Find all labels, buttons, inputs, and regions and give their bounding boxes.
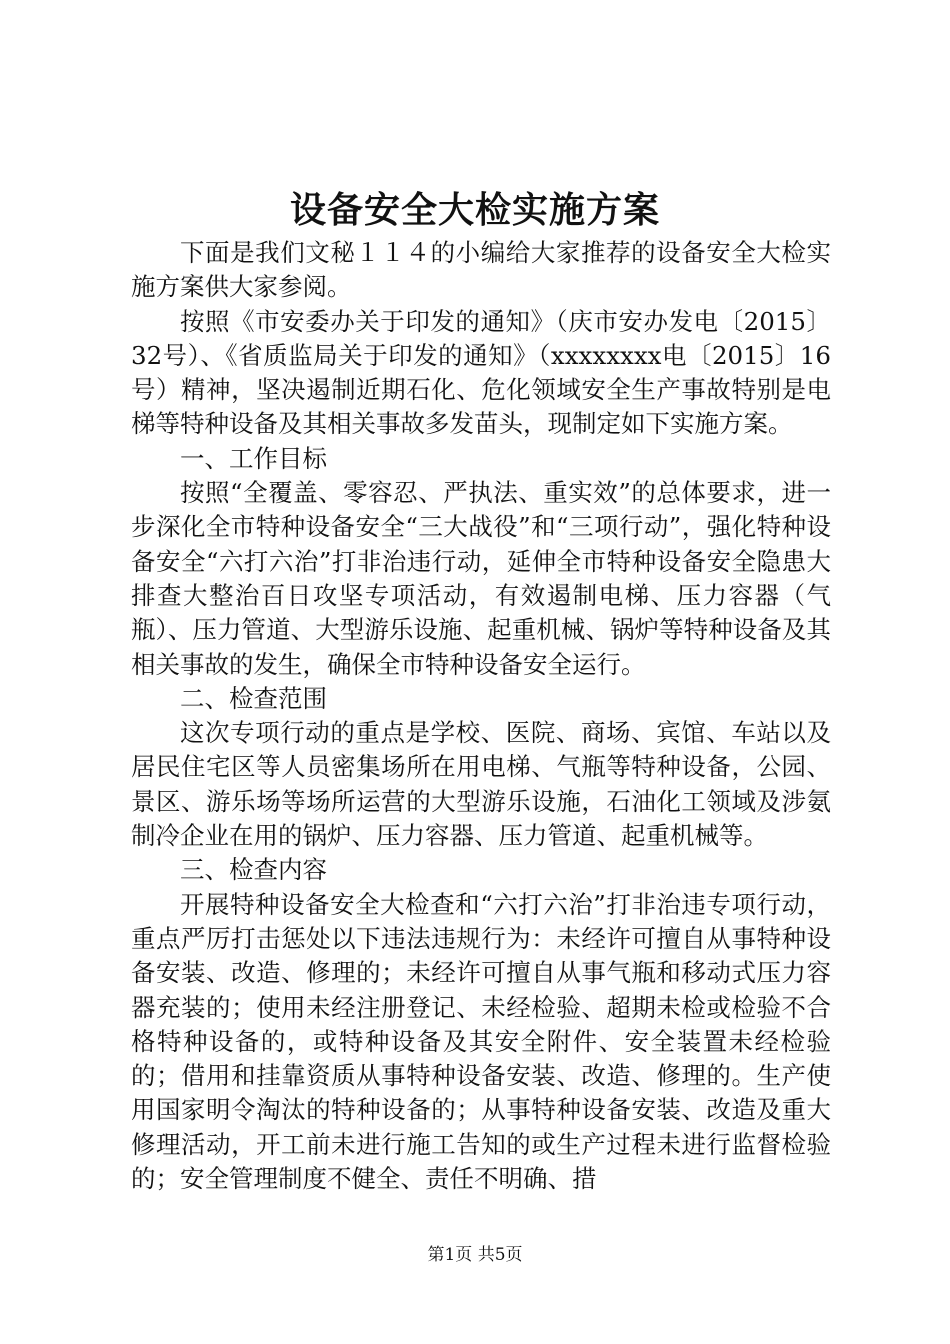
section-heading-content: 三、检查内容: [180, 855, 327, 885]
document-body: [131, 236, 831, 1196]
section-body-goals: 按照“全覆盖、零容忍、严执法、重实效”的总体要求，进一步深化全市特种设备安全“三大战役”和“三项行动”，强化特种设备安全“六打六治”打非治违行动，延伸全市特种设备安全隐患大排查大整治百日攻坚专项活动，有效遏制电梯、压力容器（气瓶）、压力管道、大型游乐设施、起重机械、锅炉等特种设备及其相关事故的发生，确保全市特种设备安全运行。: [131, 478, 831, 679]
section-body-scope: 这次专项行动的重点是学校、医院、商场、宾馆、车站以及居民住宅区等人员密集场所在用电梯、气瓶等特种设备，公园、景区、游乐场等场所运营的大型游乐设施，石油化工领域及涉氨制冷企业在用的锅炉、压力容器、压力管道、起重机械等。: [131, 718, 831, 851]
section-heading-scope: 二、检查范围: [180, 683, 327, 713]
intro-paragraph: 下面是我们文秘１１４的小编给大家推荐的设备安全大检实施方案供大家参阅。: [131, 238, 831, 302]
document-title: 设备安全大检实施方案: [289, 189, 660, 231]
page-number-footer: 第1页 共5页: [427, 1245, 523, 1265]
section-heading-goals: 一、工作目标: [180, 443, 327, 473]
preamble-paragraph: 按照《市安委办关于印发的通知》（庆市安办发电〔2015〕32号）、《省质监局关于印发的通知》（xxxxxxxx电〔2015〕16号）精神，坚决遏制近期石化、危化领域安全生产事故特别是电梯等特种设备及其相关事故多发苗头，现制定如下实施方案。: [131, 306, 831, 439]
section-body-content: 开展特种设备安全大检查和“六打六治”打非治违专项行动，重点严厉打击惩处以下违法违规行为：未经许可擅自从事特种设备安装、改造、修理的；未经许可擅自从事气瓶和移动式压力容器充装的；使用未经注册登记、未经检验、超期未检或检验不合格特种设备的，或特种设备及其安全附件、安全装置未经检验的；借用和挂靠资质从事特种设备安装、改造、修理的。生产使用国家明令淘汰的特种设备的；从事特种设备安装、改造及重大修理活动，开工前未进行施工告知的或生产过程未进行监督检验的；安全管理制度不健全、责任不明确、措: [131, 889, 831, 1194]
